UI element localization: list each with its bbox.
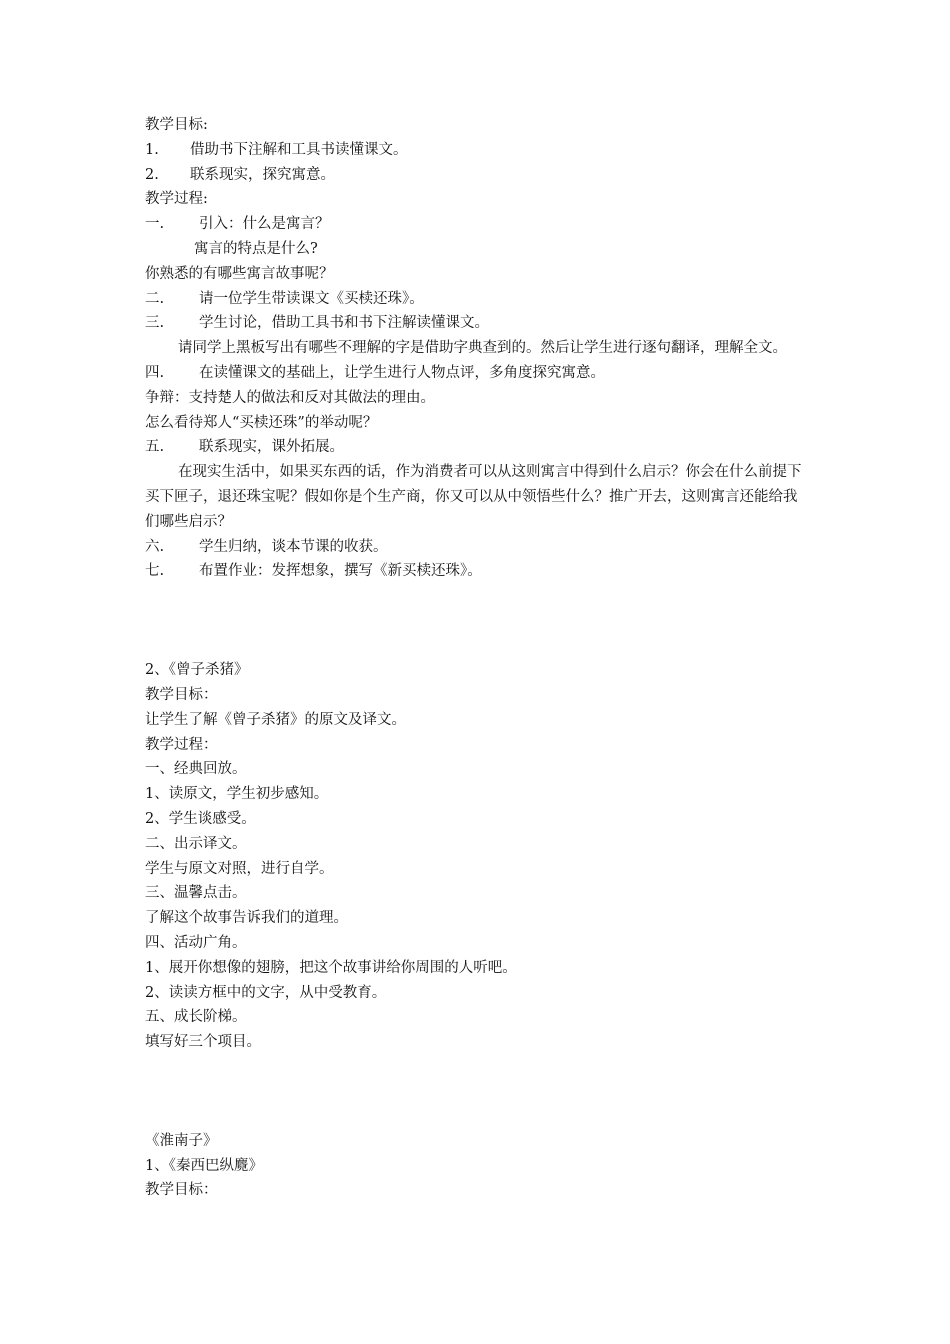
step-item	[145, 311, 810, 336]
list-text: 引入：什么是寓言？	[199, 216, 330, 233]
debate-line: 争辩：支持楚人的做法和反对其做法的理由。	[145, 389, 435, 406]
book-title: 《淮南子》	[145, 1132, 218, 1149]
goal-item	[145, 138, 810, 163]
lesson-line: 二、出示译文。	[145, 835, 247, 852]
lesson-line: 2、读读方框中的文字，从中受教育。	[145, 984, 387, 1001]
list-number: 三.	[145, 315, 165, 332]
step-item	[145, 535, 810, 560]
list-text: 在读懂课文的基础上，让学生进行人物点评，多角度探究寓意。	[199, 364, 605, 381]
lesson-line: 学生与原文对照，进行自学。	[145, 860, 334, 877]
list-text: 请一位学生带读课文《买椟还珠》。	[199, 290, 424, 307]
lesson-line: 1、读原文，学生初步感知。	[145, 786, 329, 803]
step-item	[145, 435, 810, 460]
list-number: 二.	[145, 290, 165, 307]
lesson-line: 五、成长阶梯。	[145, 1009, 247, 1026]
step-paragraph: 在现实生活中，如果买东西的话，作为消费者可以从这则寓言中得到什么启示？你会在什么前提下买下匣子，退还珠宝呢？假如你是个生产商，你又可以从中领悟些什么？推广开去，这则寓言还能给我们哪些启示？	[145, 464, 802, 530]
lesson-line: 四、活动广角。	[145, 934, 247, 951]
step-subline: 寓言的特点是什么?	[194, 240, 318, 257]
list-text: 学生讨论，借助工具书和书下注解读懂课文。	[199, 315, 489, 332]
list-number: 2.	[145, 166, 159, 183]
goals-heading: 教学目标：	[145, 1182, 218, 1199]
debate-question: 怎么看待郑人“买椟还珠”的举动呢？	[145, 414, 378, 431]
lesson-title: 1、《秦西巴纵麑》	[145, 1157, 263, 1174]
lesson-line: 一、经典回放。	[145, 761, 247, 778]
lesson-line: 填写好三个项目。	[145, 1034, 261, 1051]
step-item	[145, 559, 810, 584]
step-item	[145, 361, 810, 386]
list-text: 布置作业：发挥想象，撰写《新买椟还珠》。	[199, 563, 482, 580]
list-number: 四.	[145, 364, 165, 381]
goal-item	[145, 163, 810, 188]
lesson-body	[145, 683, 810, 1055]
process-heading: 教学过程:	[145, 191, 208, 208]
list-number: 六.	[145, 538, 165, 555]
lesson-line: 让学生了解《曾子杀猪》的原文及译文。	[145, 711, 406, 728]
step-question: 你熟悉的有哪些寓言故事呢？	[145, 265, 334, 282]
list-text: 联系现实，探究寓意。	[190, 166, 335, 183]
lesson-line: 教学目标：	[145, 686, 218, 703]
lesson-line: 了解这个故事告诉我们的道理。	[145, 910, 348, 927]
step-item	[145, 287, 810, 312]
list-text: 借助书下注解和工具书读懂课文。	[190, 141, 408, 158]
list-number: 五.	[145, 439, 165, 456]
spacer	[145, 584, 810, 658]
step-item	[145, 212, 810, 237]
list-text: 联系现实，课外拓展。	[199, 439, 344, 456]
step-paragraph: 请同学上黑板写出有哪些不理解的字是借助字典查到的。然后让学生进行逐句翻译，理解全文。	[178, 340, 787, 357]
lesson-line: 1、展开你想像的翅膀，把这个故事讲给你周围的人听吧。	[145, 959, 517, 976]
spacer	[145, 1055, 810, 1129]
list-text: 学生归纳，谈本节课的收获。	[199, 538, 388, 555]
document-page	[145, 113, 810, 1203]
lesson-line: 教学过程：	[145, 736, 218, 753]
lesson-line: 2、学生谈感受。	[145, 810, 256, 827]
goals-heading: 教学目标:	[145, 117, 208, 133]
lesson-line: 三、温馨点击。	[145, 885, 247, 902]
list-number: 1.	[145, 141, 159, 158]
list-number: 一.	[145, 216, 165, 233]
lesson-title: 2、《曾子杀猪》	[145, 662, 249, 679]
list-number: 七.	[145, 563, 165, 580]
